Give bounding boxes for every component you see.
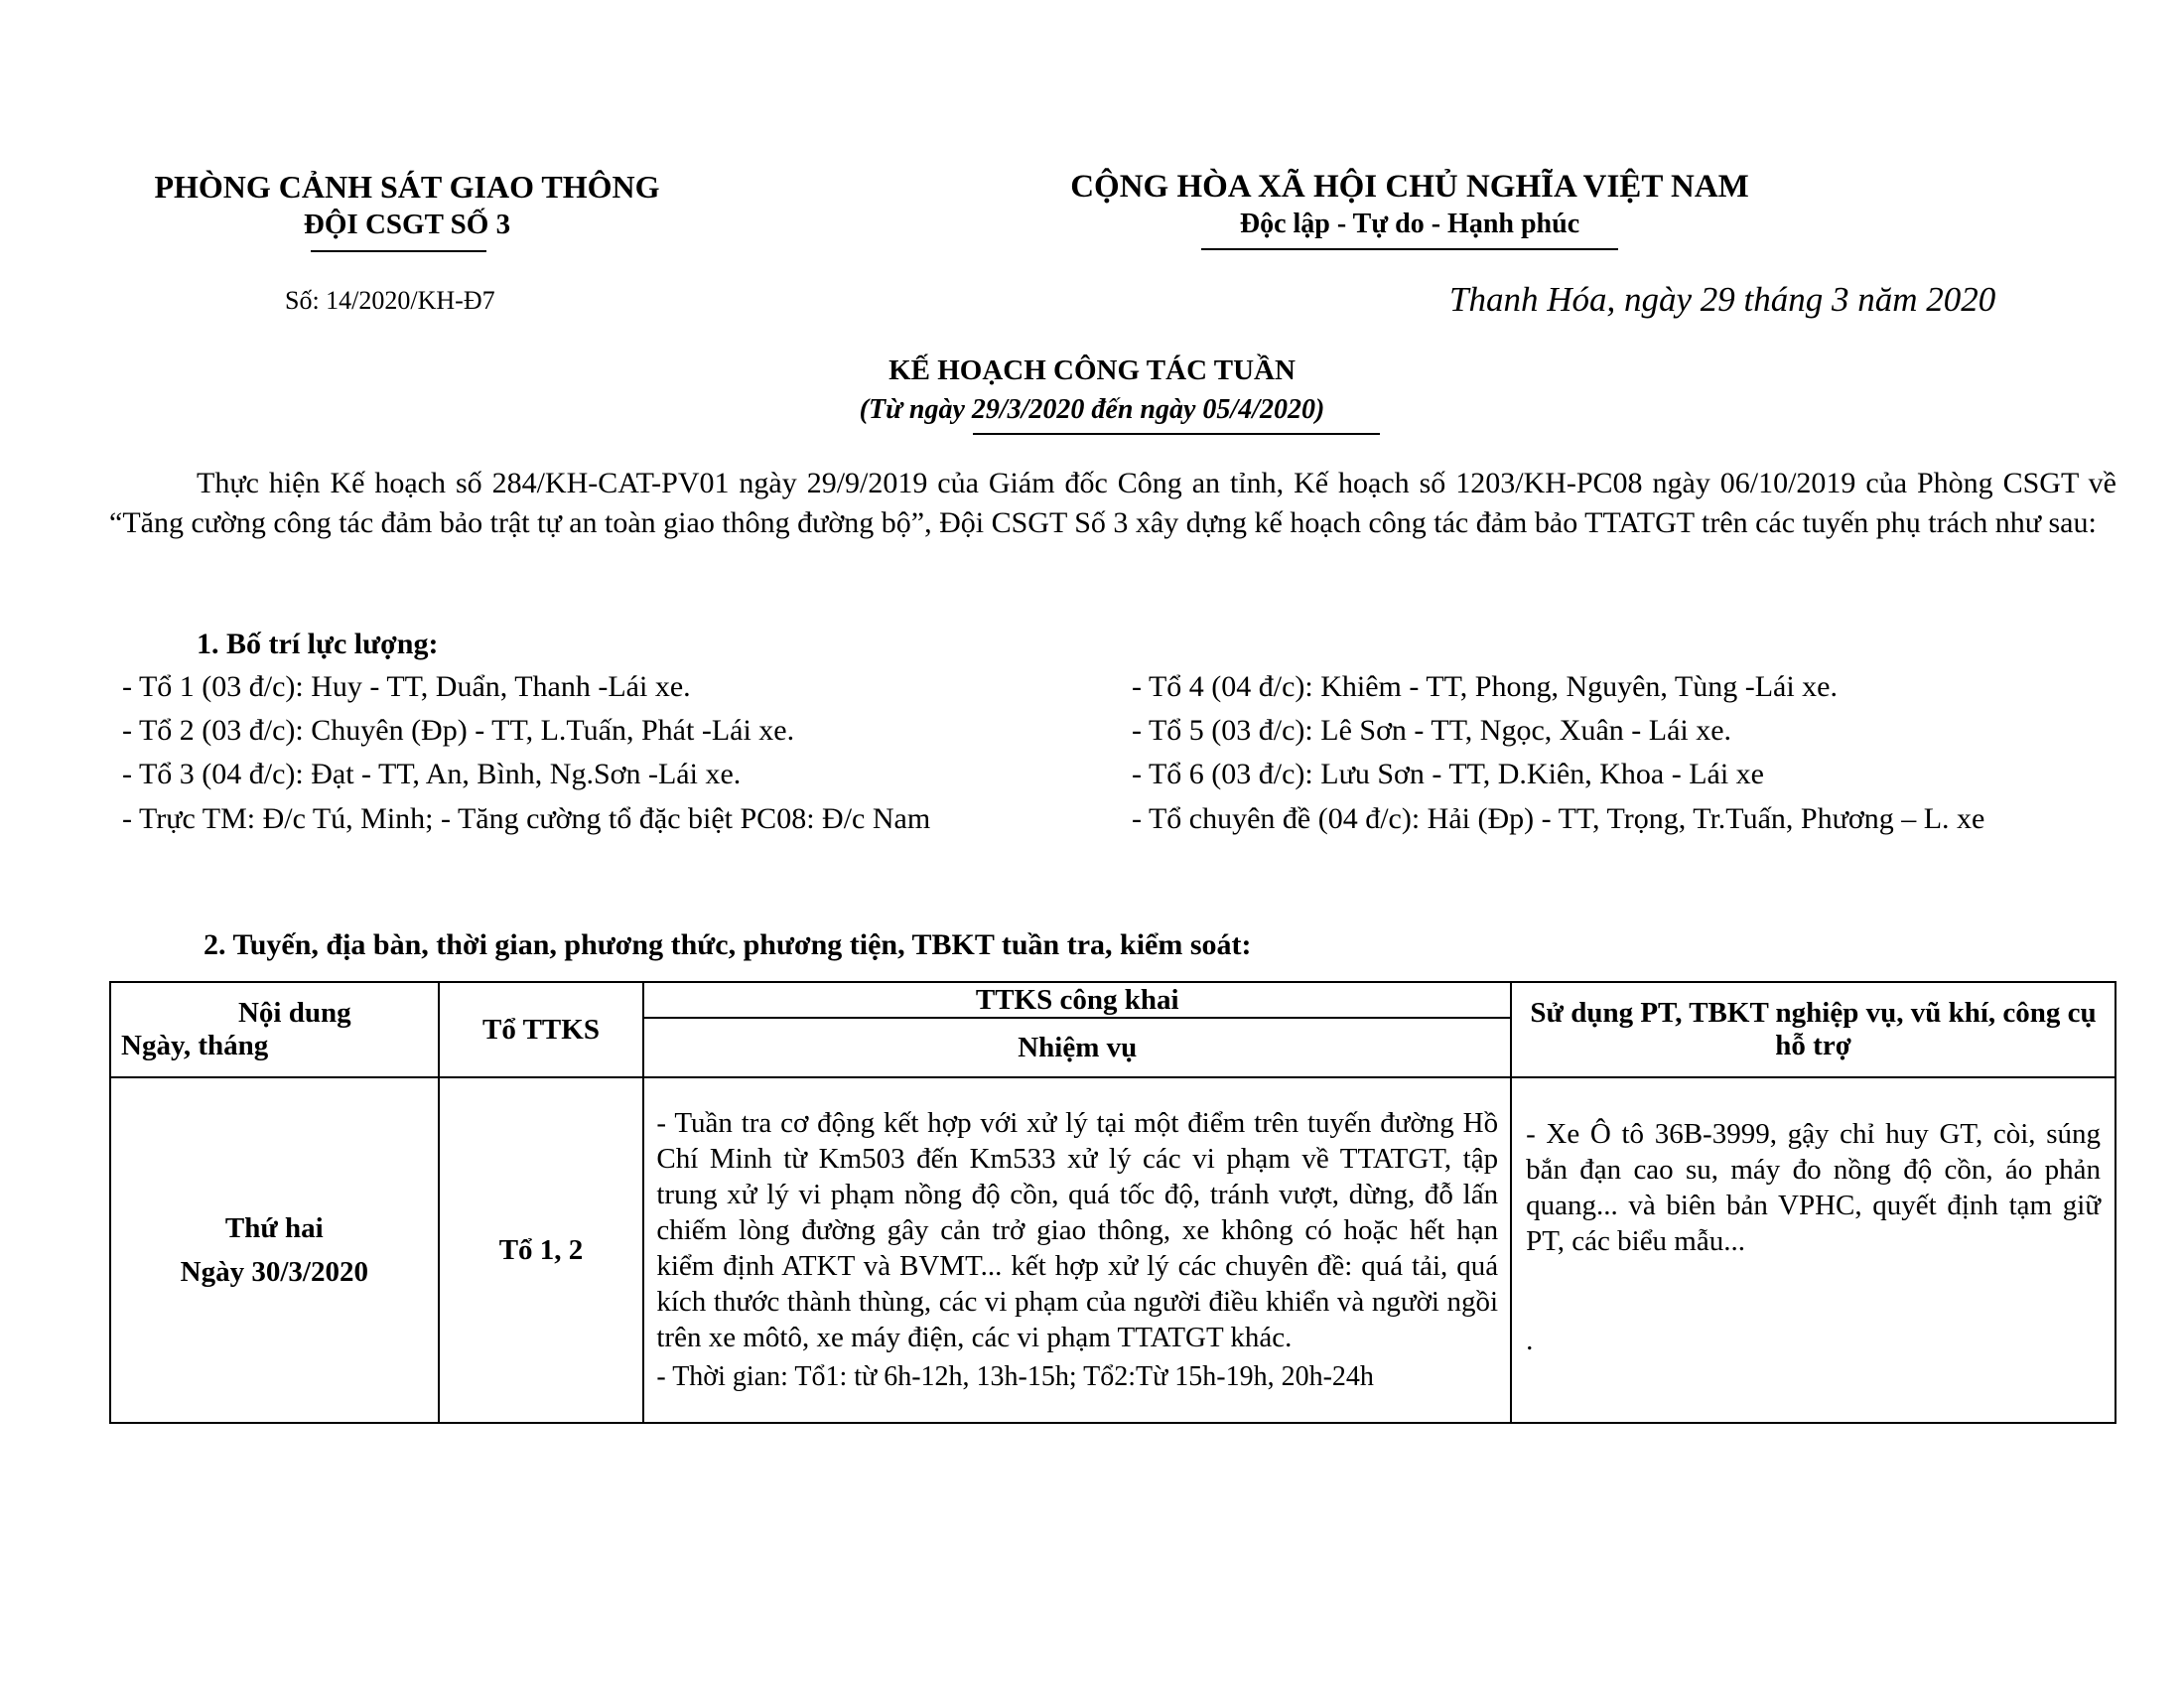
section2-heading: 2. Tuyến, địa bàn, thời gian, phương thức, phương tiện, TBKT tuần tra, kiểm soát: <box>204 928 1252 961</box>
unit-name: ĐỘI CSGT SỐ 3 <box>303 209 511 240</box>
document-subtitle: (Từ ngày 29/3/2020 đến ngày 05/4/2020) <box>859 394 1325 425</box>
intro-paragraph: Thực hiện Kế hoạch số 284/KH-CAT-PV01 ngày 29/9/2019 của Giám đốc Công an tỉnh, Kế hoạch số 1203/KH-PC08 ngày 06/10/2019 của Phòng CSGT về “Tăng cường công tác đảm bảo trật tự an toàn giao thông đường bộ”, Đội CSGT Số 3 xây dựng kế hoạch công tác đảm bảo TTATGT trên các tuyến phụ trách như sau: <box>109 467 2116 539</box>
document-title: KẾ HOẠCH CÔNG TÁC TUẦN <box>888 354 1296 386</box>
nation-motto: Độc lập - Tự do - Hạnh phúc <box>1239 209 1580 239</box>
row-team: Tổ 1, 2 <box>439 1077 644 1423</box>
header-date-cell <box>110 982 439 1077</box>
row-time: - Thời gian: Tổ1: từ 6h-12h, 13h-15h; Tổ2:Từ 15h-19h, 20h-24h <box>656 1361 1374 1392</box>
staff-right-4: - Tổ chuyên đề (04 đ/c): Hải (Đp) - TT, Trọng, Tr.Tuấn, Phương – L. xe <box>1132 802 1985 835</box>
header-content-label: Nội dung <box>237 997 351 1029</box>
row-equipment-cell <box>1511 1077 2116 1423</box>
table-header-row <box>110 982 2116 1018</box>
header-date-label: Ngày, tháng <box>121 1030 269 1061</box>
patrol-plan-table <box>109 981 2116 1424</box>
header-team: Tổ TTKS <box>439 982 644 1077</box>
nation-name: CỘNG HÒA XÃ HỘI CHỦ NGHĨA VIỆT NAM <box>1070 169 1749 205</box>
table-row <box>110 1077 2116 1423</box>
row-task-cell <box>643 1077 1511 1423</box>
staff-right-1: - Tổ 4 (04 đ/c): Khiêm - TT, Phong, Nguyên, Tùng -Lái xe. <box>1132 670 1838 703</box>
row-equipment-note: . <box>1526 1325 1534 1356</box>
header-task: Nhiệm vụ <box>643 1018 1511 1077</box>
row-date-cell <box>110 1077 439 1423</box>
staff-left-4: - Trực TM: Đ/c Tú, Minh; - Tăng cường tổ đặc biệt PC08: Đ/c Nam <box>122 802 931 835</box>
unit-underline <box>311 250 486 252</box>
row-day: Thứ hai <box>224 1212 324 1244</box>
place-date: Thanh Hóa, ngày 29 tháng 3 năm 2020 <box>1449 280 1996 319</box>
staff-left-3: - Tổ 3 (04 đ/c): Đạt - TT, An, Bình, Ng.Sơn -Lái xe. <box>122 758 742 790</box>
subtitle-underline <box>973 433 1380 435</box>
row-date: Ngày 30/3/2020 <box>180 1256 368 1288</box>
motto-underline <box>1201 248 1618 250</box>
staff-left-2: - Tổ 2 (03 đ/c): Chuyên (Đp) - TT, L.Tuấn, Phát -Lái xe. <box>122 714 795 747</box>
header-equipment: Sử dụng PT, TBKT nghiệp vụ, vũ khí, công cụ hỗ trợ <box>1511 982 2116 1077</box>
staff-left-1: - Tổ 1 (03 đ/c): Huy - TT, Duẩn, Thanh -Lái xe. <box>122 670 691 703</box>
row-task: - Tuần tra cơ động kết hợp với xử lý tại một điểm trên tuyến đường Hồ Chí Minh từ Km503 đến Km533 xử lý các vi phạm về TTATGT, tập trung xử lý vi phạm nồng độ cồn, quá tốc độ, tránh vượt, dừng, đỗ lấn chiếm lòng đường gây cản trở giao thông, xe không có hoặc hết hạn kiểm định ATKT và BVMT... kết hợp xử lý các chuyên đề: quá tải, quá kích thước thành thùng, các vi phạm của người điều khiển và người ngồi trên xe môtô, xe máy điện, các vi phạm TTATGT khác. <box>656 1107 1499 1353</box>
agency-name: PHÒNG CẢNH SÁT GIAO THÔNG <box>154 169 660 205</box>
row-equipment: - Xe Ô tô 36B-3999, gậy chỉ huy GT, còi, súng bắn đạn cao su, máy đo nồng độ cồn, áo phản quang... và biên bản VPHC, quyết định tạm giữ PT, các biểu mẫu... <box>1526 1118 2101 1257</box>
section1-heading: 1. Bố trí lực lượng: <box>197 628 439 660</box>
staff-right-3: - Tổ 6 (03 đ/c): Lưu Sơn - TT, D.Kiên, Khoa - Lái xe <box>1132 758 1764 790</box>
staff-right-2: - Tổ 5 (03 đ/c): Lê Sơn - TT, Ngọc, Xuân - Lái xe. <box>1132 714 1732 747</box>
document-number: Số: 14/2020/KH-Đ7 <box>285 286 495 315</box>
header-public-patrol: TTKS công khai <box>643 982 1511 1018</box>
